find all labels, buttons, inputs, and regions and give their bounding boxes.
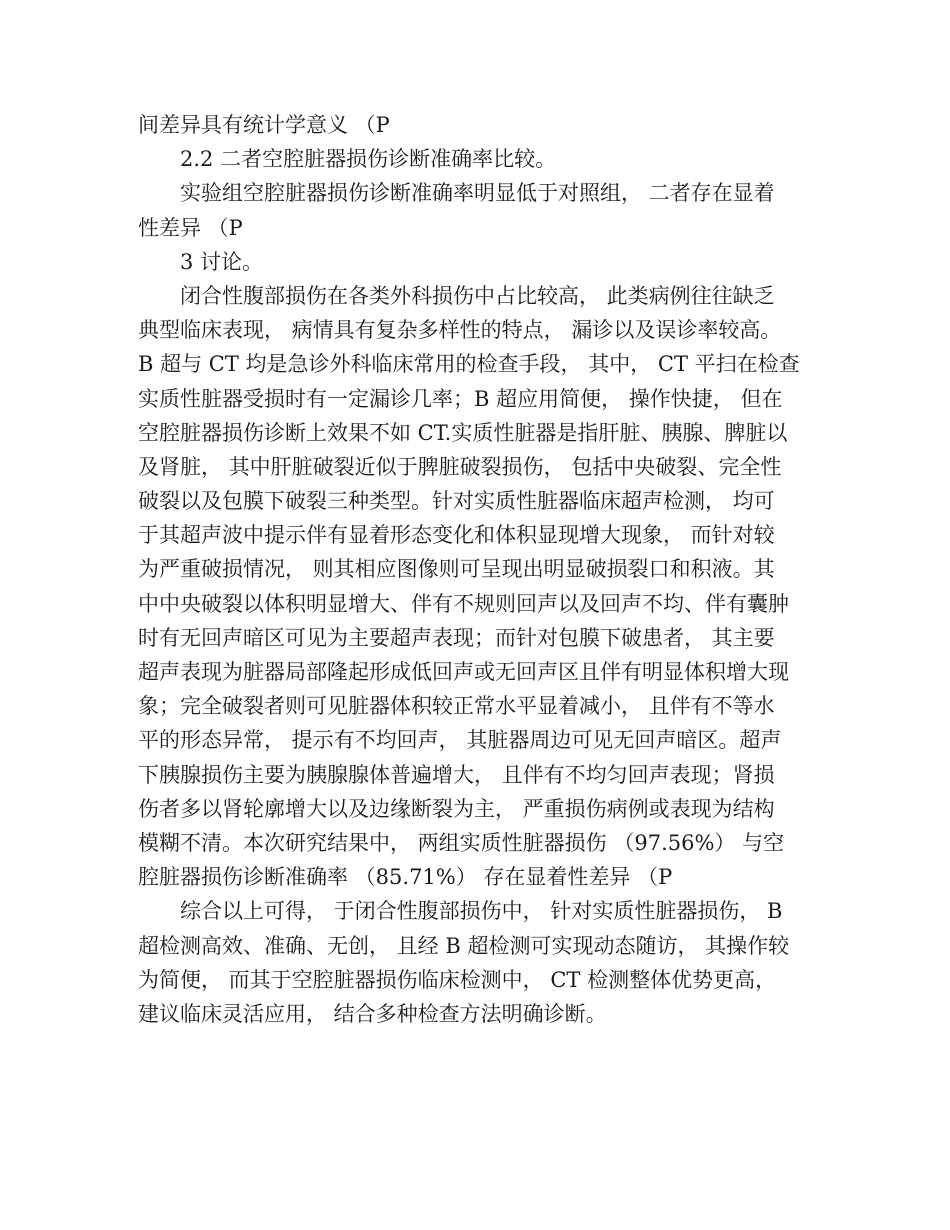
text-line: 及肾脏， 其中肝脏破裂近似于脾脏破裂损伤， 包括中央破裂、完全性 xyxy=(138,454,782,479)
section-heading: 2.2 二者空腔脏器损伤诊断准确率比较。 xyxy=(180,147,557,172)
text-line: 为严重破损情况， 则其相应图像则可呈现出明显破损裂口和积液。其 xyxy=(138,557,775,582)
text-line: 象；完全破裂者则可见脏器体积较正常水平显着减小， 且伴有不等水 xyxy=(138,694,775,719)
text-line: 下胰腺损伤主要为胰腺腺体普遍增大， 且伴有不均匀回声表现；肾损 xyxy=(138,762,775,787)
text-line: 间差异具有统计学意义 （P xyxy=(138,113,390,137)
text-line: 时有无回声暗区可见为主要超声表现；而针对包膜下破患者， 其主要 xyxy=(138,625,775,650)
text-line: 闭合性腹部损伤在各类外科损伤中占比较高， 此类病例往往缺乏 xyxy=(180,283,775,308)
text-line: 腔脏器损伤诊断准确率 （85.71%） 存在显着性差异 （P xyxy=(138,865,673,890)
text-line: 建议临床灵活应用， 结合多种检查方法明确诊断。 xyxy=(138,1001,607,1026)
document-body xyxy=(138,108,818,1031)
section-heading: 3 讨论。 xyxy=(180,249,264,274)
text-line: 超检测高效、准确、无创， 且经 B 超检测可实现动态随访， 其操作较 xyxy=(138,933,790,958)
text-line: 实质性脏器受损时有一定漏诊几率；B 超应用简便， 操作快捷， 但在 xyxy=(138,386,783,411)
text-line: 模糊不清。本次研究结果中， 两组实质性脏器损伤 （97.56%） 与空 xyxy=(138,830,785,855)
text-line: 中中央破裂以体积明显增大、伴有不规则回声以及回声不均、伴有囊肿 xyxy=(138,591,789,616)
text-line: 伤者多以肾轮廓增大以及边缘断裂为主， 严重损伤病例或表现为结构 xyxy=(138,796,775,821)
text-line: 于其超声波中提示伴有显着形态变化和体积显现增大现象， 而针对较 xyxy=(138,523,775,548)
text-line: 为简便， 而其于空腔脏器损伤临床检测中， CT 检测整体优势更高， xyxy=(138,967,777,992)
text-line: 空腔脏器损伤诊断上效果不如 CT.实质性脏器是指肝脏、胰腺、脾脏以 xyxy=(138,420,788,445)
text-line: 超声表现为脏器局部隆起形成低回声或无回声区且伴有明显体积增大现 xyxy=(138,660,789,684)
text-line: 综合以上可得， 于闭合性腹部损伤中， 针对实质性脏器损伤， B xyxy=(180,899,783,924)
text-line: 性差异 （P xyxy=(138,215,243,240)
text-line: 平的形态异常， 提示有不均回声， 其脏器周边可见无回声暗区。超声 xyxy=(138,728,782,753)
text-line: 典型临床表现， 病情具有复杂多样性的特点， 漏诊以及误诊率较高。 xyxy=(138,318,782,343)
text-line: B 超与 CT 均是急诊外科临床常用的检查手段， 其中， CT 平扫在检查 xyxy=(138,352,800,377)
text-line: 破裂以及包膜下破裂三种类型。针对实质性脏器临床超声检测， 均可 xyxy=(138,489,775,514)
text-line: 实验组空腔脏器损伤诊断准确率明显低于对照组， 二者存在显着 xyxy=(180,181,775,206)
